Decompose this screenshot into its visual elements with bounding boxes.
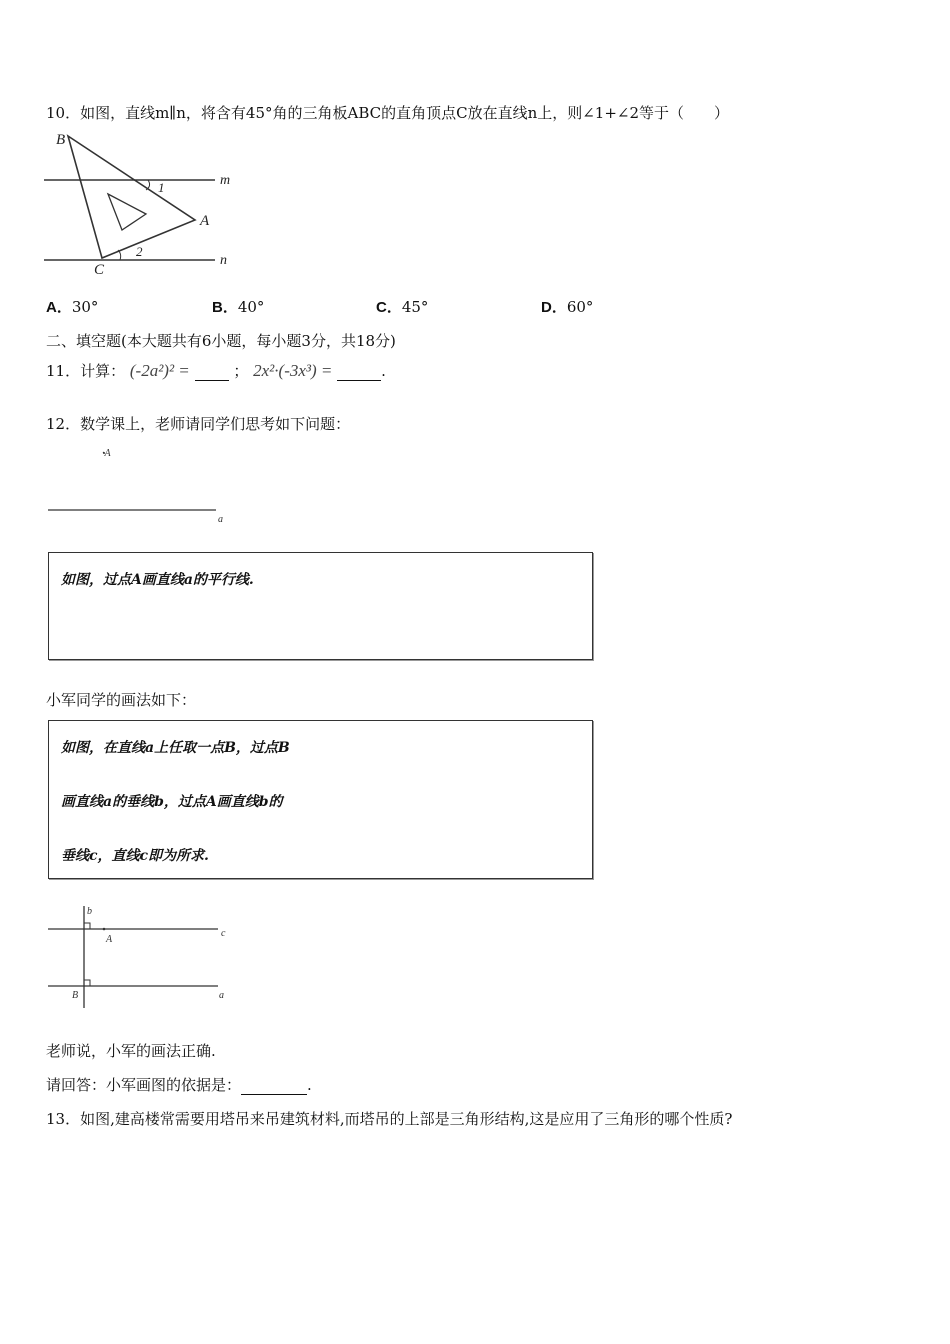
q11-sep: ； xyxy=(233,362,249,380)
q11 xyxy=(46,360,386,381)
label-n: n xyxy=(220,253,227,268)
q12-ask: 请回答：小军画图的依据是： . xyxy=(46,1076,312,1094)
label-2: 2 xyxy=(136,244,143,259)
fig2-label-B: B xyxy=(72,990,79,1001)
option-d: D．60° xyxy=(541,298,594,316)
inner-triangle xyxy=(108,194,146,230)
label-m: m xyxy=(220,173,231,188)
point-A-dot2 xyxy=(103,928,106,931)
option-b: B．40° xyxy=(212,298,265,316)
problem-box xyxy=(48,552,593,660)
label-A: A xyxy=(200,213,210,229)
q11-blank2[interactable] xyxy=(337,362,381,381)
method-line-1: 如图，在直线a上任取一点B，过点B xyxy=(61,740,290,756)
fig2-label-b: b xyxy=(87,906,92,917)
fig1-label-a: a xyxy=(218,514,223,525)
q10-figure xyxy=(40,128,240,278)
section-heading: 二、填空题(本大题共有6小题，每小题3分，共18分) xyxy=(46,332,396,350)
q10-stem: 10．如图，直线m∥n，将含有45°角的三角板ABC的直角顶点C放在直线n上，则∠1+∠2等于（ ） xyxy=(46,104,730,122)
q11-end: . xyxy=(381,362,386,380)
triangle-abc xyxy=(68,136,195,258)
right-angle-top xyxy=(84,923,90,929)
q11-expr1: (-2a²)² = xyxy=(129,361,190,380)
q11-expr2: 2x²·(-3x³) = xyxy=(253,361,333,380)
right-angle-bottom xyxy=(84,980,90,986)
fig2-label-A: A xyxy=(106,934,113,945)
method-box xyxy=(48,720,593,879)
label-C: C xyxy=(94,262,105,278)
q12-figure2 xyxy=(44,902,244,1012)
q12-figure1 xyxy=(44,444,244,528)
q12-blank[interactable] xyxy=(241,1076,307,1095)
option-a: A．30° xyxy=(46,298,99,316)
label-1: 1 xyxy=(158,180,165,195)
q12-intro: 小军同学的画法如下： xyxy=(46,691,197,709)
fig1-label-A: ·A xyxy=(102,448,111,459)
q13-stem: 13．如图,建高楼常需要用塔吊来吊建筑材料,而塔吊的上部是三角形结构,这是应用了三角形的哪个性质? xyxy=(46,1110,733,1128)
fig2-label-c: c xyxy=(221,928,226,939)
problem-box-text: 如图，过点A画直线a的平行线. xyxy=(61,572,254,588)
method-line-2: 画直线a的垂线b，过点A画直线b的 xyxy=(61,794,283,810)
q12-teacher: 老师说，小军的画法正确. xyxy=(46,1042,216,1060)
fig2-label-a: a xyxy=(219,990,224,1001)
label-B: B xyxy=(56,132,66,148)
q11-blank1[interactable] xyxy=(195,362,229,381)
method-line-3: 垂线c，直线c即为所求. xyxy=(61,848,209,864)
q12-stem: 12．数学课上，老师请同学们思考如下问题： xyxy=(46,415,351,433)
q11-prefix: 11．计算： xyxy=(46,362,126,380)
option-c: C．45° xyxy=(376,298,429,316)
